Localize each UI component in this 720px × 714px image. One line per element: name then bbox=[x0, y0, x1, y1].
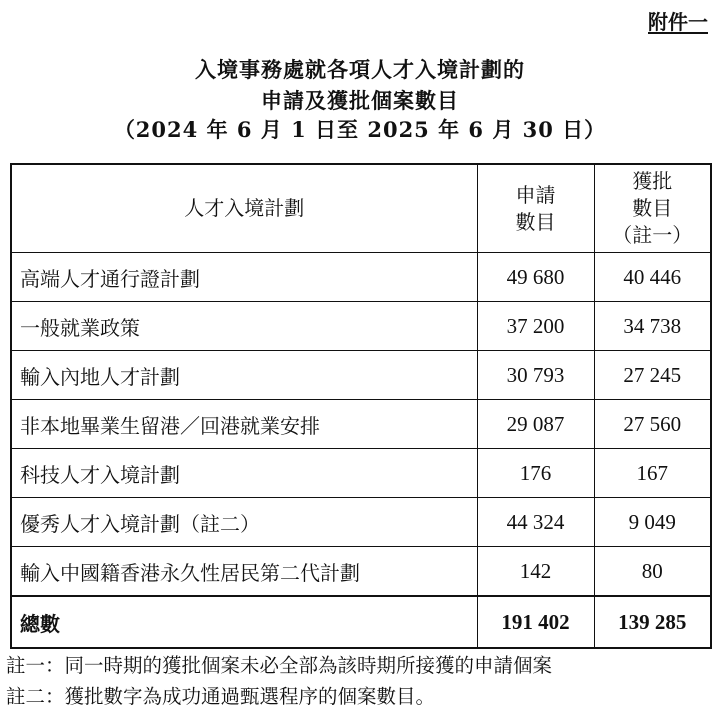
scheme-name: 科技人才入境計劃 bbox=[11, 449, 477, 498]
footnote-1: 註一：同一時期的獲批個案未必全部為該時期所接獲的申請個案 bbox=[6, 654, 553, 677]
annex-label: 附件一 bbox=[648, 10, 708, 34]
scheme-name: 高端人才通行證計劃 bbox=[11, 253, 477, 302]
applications-count: 30 793 bbox=[477, 351, 594, 400]
table-row bbox=[11, 253, 711, 302]
applications-count: 37 200 bbox=[477, 302, 594, 351]
scheme-name: 輸入中國籍香港永久性居民第二代計劃 bbox=[11, 547, 477, 597]
header-applications-line1: 申請 bbox=[515, 182, 556, 207]
approved-count: 27 560 bbox=[594, 400, 711, 449]
header-approved-line1: 獲批 bbox=[632, 169, 673, 193]
applications-count: 44 324 bbox=[477, 498, 594, 547]
applications-count: 142 bbox=[477, 547, 594, 597]
header-scheme: 人才入境計劃 bbox=[11, 164, 477, 253]
header-approved bbox=[594, 164, 711, 253]
scheme-name: 優秀人才入境計劃（註二） bbox=[11, 498, 477, 547]
scheme-name: 輸入內地人才計劃 bbox=[11, 351, 477, 400]
document-title-line2: 申請及獲批個案數目 bbox=[261, 88, 459, 113]
table-row bbox=[11, 498, 711, 547]
table-row bbox=[11, 302, 711, 351]
table-row bbox=[11, 449, 711, 498]
header-applications-line2: 數目 bbox=[515, 209, 556, 234]
scheme-name: 非本地畢業生留港／回港就業安排 bbox=[11, 400, 477, 449]
approved-count: 40 446 bbox=[594, 253, 711, 302]
document-period: （2024 年 6 月 1 日至 2025 年 6 月 30 日） bbox=[113, 117, 607, 142]
document-title-line1: 入境事務處就各項人才入境計劃的 bbox=[195, 57, 525, 82]
applications-count: 49 680 bbox=[477, 253, 594, 302]
approved-count: 9 049 bbox=[594, 498, 711, 547]
header-approved-line2: 數目 bbox=[632, 196, 673, 220]
total-approved: 139 285 bbox=[594, 596, 711, 648]
approved-count: 34 738 bbox=[594, 302, 711, 351]
table-row bbox=[11, 547, 711, 597]
table-header-row bbox=[11, 164, 711, 253]
approved-count: 167 bbox=[594, 449, 711, 498]
total-label: 總數 bbox=[11, 596, 477, 648]
total-applications: 191 402 bbox=[477, 596, 594, 648]
footnote-2: 註二：獲批數字為成功通過甄選程序的個案數目。 bbox=[6, 685, 436, 708]
table-row bbox=[11, 400, 711, 449]
footnotes bbox=[6, 650, 552, 712]
schemes-table bbox=[10, 163, 712, 649]
scheme-name: 一般就業政策 bbox=[11, 302, 477, 351]
applications-count: 29 087 bbox=[477, 400, 594, 449]
total-row bbox=[11, 596, 711, 648]
header-applications bbox=[477, 164, 594, 253]
table-row bbox=[11, 351, 711, 400]
applications-count: 176 bbox=[477, 449, 594, 498]
header-approved-line3: （註一） bbox=[612, 223, 693, 247]
approved-count: 80 bbox=[594, 547, 711, 597]
approved-count: 27 245 bbox=[594, 351, 711, 400]
